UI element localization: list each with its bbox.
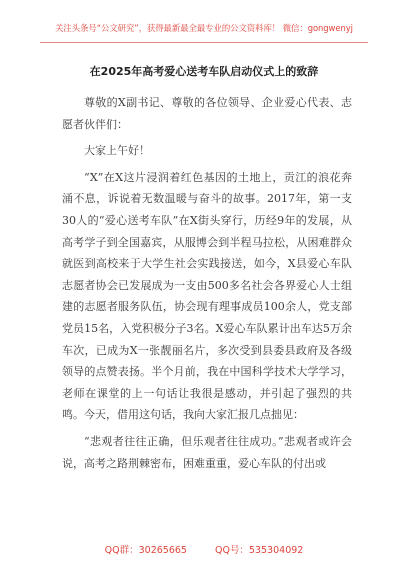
document-body	[62, 92, 352, 474]
footer-qq-group: QQ群：30265665	[104, 545, 187, 556]
greeting-paragraph: 大家上午好！	[84, 144, 150, 158]
body-paragraph: “悲观者往往正确，但乐观者往往成功。”悲观者或许会说，高考之路荆棘密布，困难重重，爱心车队的付出或	[62, 434, 352, 470]
body-paragraph: “X”在X这片浸润着红色基因的土地上，贡江的浪花奔涌不息，诉说着无数温暖与奋斗的故事。2017年，第一支30人的“爱心送考车队”在X街头穿行，历经9年的发展，从高考学子到全国嘉宾，从服博会到半程马拉松，从困难群众就医到高校来于大学生社会实践接送，如今，X县爱心车队志愿者协会已发展成为一支由500多名社会各界爱心人士组建的志愿者服务队伍，协会现有理事成员100余人，党支部党员15名，入党积极分子3名。X爱心车队累计出车达5万余车次，已成为X一张靓丽名片，多次受到县委县政府及各级领导的点赞表扬。半个月前，我在中国科学技术大学学习，老师在课堂的上一句话让我很是感动，并引起了强烈的共鸣。今天，借用这句话，我向大家汇报几点拙见：	[62, 170, 352, 422]
footer-qq-number: QQ号：535304092	[214, 545, 304, 556]
header-banner: 关注头条号“公文研究”，获得最新最全最专业的公文资料库！ 微信：gongwenyj	[55, 23, 353, 33]
header-divider	[40, 42, 368, 43]
salutation-paragraph: 尊敬的X副书记、尊敬的各位领导、企业爱心代表、志愿者伙伴们：	[62, 96, 352, 131]
footer-contact	[0, 544, 408, 558]
document-title: 在2025年高考爱心送考车队启动仪式上的致辞	[89, 65, 319, 78]
